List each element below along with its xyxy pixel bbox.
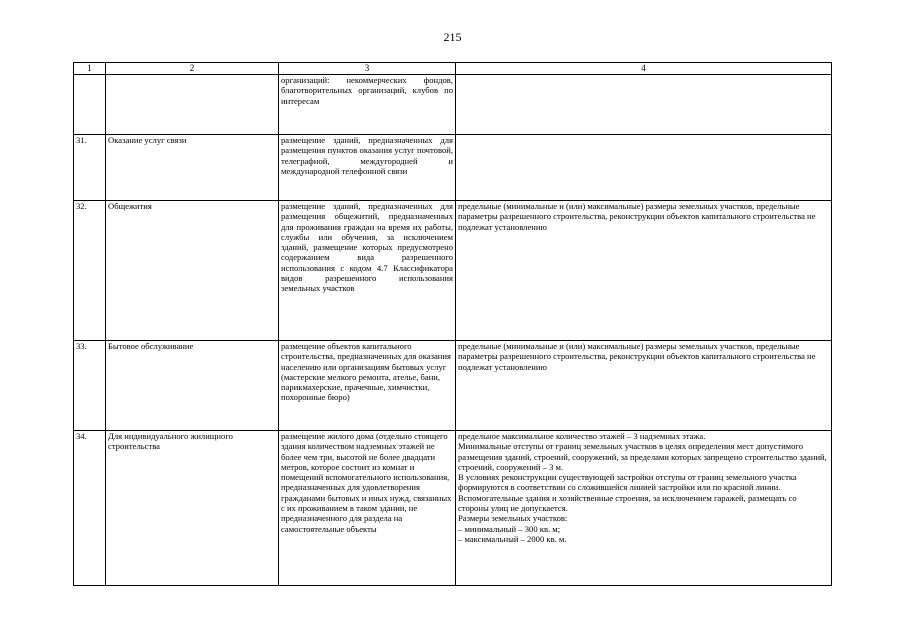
parameter-text: предельные (минимальные и (или) максимальные) размеры земельных участков, предельные параметры разрешенного строительства, реконструкции объектов капитального строительства не подлежат установлению: [458, 201, 816, 232]
column-header: 3: [279, 63, 456, 75]
parameter-text: В условиях реконструкции существующей застройки отступы от границ земельного участка формируются в соответствии со сложившейся линией застройки или по красной линии.: [458, 472, 797, 493]
parameters-cell: [456, 75, 832, 135]
use-type-description: организаций: некоммерческих фондов, благотворительных организаций, клубов по интересам: [279, 75, 456, 135]
parameter-text: предельное максимальное количество этажей – 3 надземных этажа.: [458, 431, 706, 441]
table-row: [74, 201, 832, 341]
table-row: [74, 341, 832, 431]
use-type-name: Для индивидуального жилищного строительства: [106, 431, 279, 586]
use-type-name: Оказание услуг связи: [106, 135, 279, 201]
parameter-text: предельные (минимальные и (или) максимальные) размеры земельных участков, предельные параметры разрешенного строительства, реконструкции объектов капитального строительства не подлежат установлению: [458, 341, 816, 372]
row-number: 32.: [74, 201, 106, 341]
table-row: [74, 135, 832, 201]
parameters-cell: [456, 341, 832, 431]
parameter-text: Вспомогательные здания и хозяйственные строения, за исключением гаражей, размещать со стороны улиц не допускается.: [458, 492, 797, 514]
table-header-row: [74, 63, 832, 75]
land-use-table: [73, 62, 832, 586]
row-number: 34.: [74, 431, 106, 586]
column-header: 1: [74, 63, 106, 75]
parameter-text: Минимальные отступы от границ земельных участков в целях определения мест допустимого размещения зданий, строений, сооружений, за пределами которых запрещено строительство зданий, строений, сооружений – 3 м.: [458, 441, 827, 472]
use-type-description: размещение зданий, предназначенных для размещения пунктов оказания услуг почтовой, телеграфной, междугородней и международной телефонной связи: [279, 135, 456, 201]
use-type-description: размещение жилого дома (отдельно стоящего здания количеством надземных этажей не более чем три, высотой не более двадцати метров, которое состоит из комнат и помещений вспомогательного использования, предназначенных для удовлетворения гражданами бытовых и иных нужд, связанных с их проживанием в таком здании, не предназначенного для раздела на самостоятельные объекты: [279, 431, 456, 586]
use-type-name: [106, 75, 279, 135]
parameters-cell: [456, 431, 832, 586]
column-header: 2: [106, 63, 279, 75]
size-list-item: – минимальный – 300 кв. м;: [458, 523, 561, 534]
parameters-cell: [456, 201, 832, 341]
parameters-cell: [456, 135, 832, 201]
parameter-text: Размеры земельных участков:: [458, 513, 568, 524]
use-type-description: размещение объектов капитального строительства, предназначенных для оказания населению или организациям бытовых услуг (мастерские мелкого ремонта, ателье, бани, парикмахерские, прачечные, химчистки, похоронные бюро): [279, 341, 456, 431]
table-row: [74, 75, 832, 135]
row-number: [74, 75, 106, 135]
row-number: 31.: [74, 135, 106, 201]
use-type-description: размещение зданий, предназначенных для размещения общежитий, предназначенных для проживания граждан на время их работы, службы или обучения, за исключением зданий, размещение которых предусмотрено содержанием вида разрешенного использования с кодом 4.7 Классификатора видов разрешенного использования земельных участков: [279, 201, 456, 341]
column-header: 4: [456, 63, 832, 75]
row-number: 33.: [74, 341, 106, 431]
page-number: 215: [443, 30, 462, 44]
table-row: [74, 431, 832, 586]
size-list-item: – максимальный – 2000 кв. м.: [458, 533, 567, 544]
use-type-name: Бытовое обслуживание: [106, 341, 279, 431]
use-type-name: Общежития: [106, 201, 279, 341]
